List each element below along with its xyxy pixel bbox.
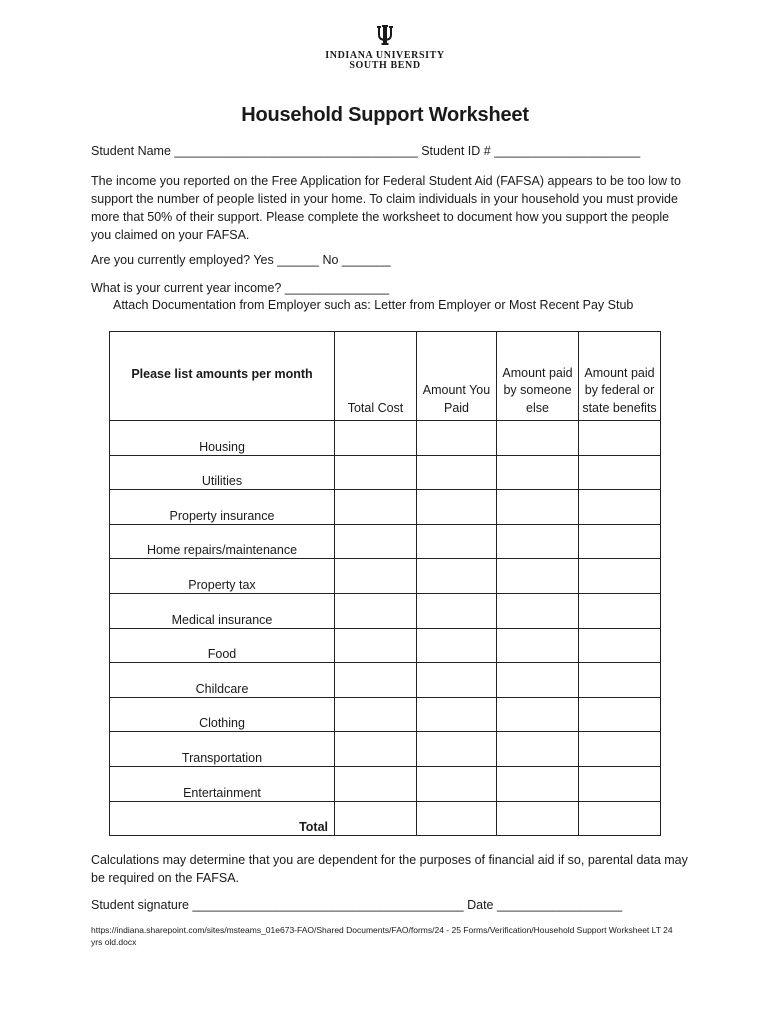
signature-label: Student signature (91, 898, 189, 912)
table-cell[interactable] (335, 421, 417, 456)
table-cell[interactable] (497, 801, 579, 836)
table-cell[interactable] (417, 524, 497, 559)
row-label-housing: Housing (110, 421, 335, 456)
table-cell[interactable] (497, 697, 579, 732)
documentation-instruction: Attach Documentation from Employer such as: Letter from Employer or Most Recent Pay Stub (113, 298, 634, 312)
table-cell[interactable] (417, 663, 497, 698)
table-cell[interactable] (335, 801, 417, 836)
table-cell[interactable] (417, 490, 497, 525)
table-cell[interactable] (579, 663, 661, 698)
table-row (110, 766, 661, 801)
income-field[interactable]: _______________ (284, 281, 390, 295)
table-cell[interactable] (579, 732, 661, 767)
table-cell[interactable] (497, 628, 579, 663)
table-cell[interactable] (335, 628, 417, 663)
table-cell[interactable] (417, 593, 497, 628)
table-cell[interactable] (579, 801, 661, 836)
table-row (110, 628, 661, 663)
table-cell[interactable] (579, 559, 661, 594)
table-row (110, 455, 661, 490)
table-row (110, 490, 661, 525)
table-cell[interactable] (417, 628, 497, 663)
row-label-home-repairs: Home repairs/maintenance (110, 524, 335, 559)
row-label-property-tax: Property tax (110, 559, 335, 594)
row-label-transportation: Transportation (110, 732, 335, 767)
table-cell[interactable] (335, 663, 417, 698)
income-question-line (91, 281, 389, 295)
table-cell[interactable] (579, 628, 661, 663)
header-per-month: Please list amounts per month (110, 332, 335, 421)
table-cell[interactable] (497, 524, 579, 559)
table-row (110, 732, 661, 767)
table-cell[interactable] (497, 663, 579, 698)
logo-text-line2: SOUTH BEND (349, 60, 421, 71)
table-cell[interactable] (497, 559, 579, 594)
calculation-note: Calculations may determine that you are dependent for the purposes of financial aid if so, parental data may be required on the FAFSA. (91, 853, 688, 885)
page-title: Household Support Worksheet (241, 104, 529, 126)
table-cell[interactable] (497, 421, 579, 456)
table-row (110, 559, 661, 594)
signature-field[interactable]: _______________________________________ (192, 898, 464, 912)
logo-text-line1: INDIANA UNIVERSITY (325, 50, 445, 61)
table-cell[interactable] (417, 559, 497, 594)
student-info-line (91, 144, 640, 158)
row-label-childcare: Childcare (110, 663, 335, 698)
yes-label: Yes (253, 253, 274, 267)
table-cell[interactable] (579, 490, 661, 525)
table-cell[interactable] (335, 593, 417, 628)
income-question: What is your current year income? (91, 281, 282, 295)
employment-question: Are you currently employed? (91, 253, 251, 267)
row-label-medical-insurance: Medical insurance (110, 593, 335, 628)
table-cell[interactable] (579, 455, 661, 490)
student-id-field[interactable]: _____________________ (494, 144, 641, 158)
table-row (110, 593, 661, 628)
header-paid-by-benefits: Amount paid by federal or state benefits (579, 332, 661, 421)
university-logo (0, 24, 770, 71)
date-field[interactable]: __________________ (496, 898, 623, 912)
employment-question-line (91, 253, 391, 267)
table-cell[interactable] (335, 732, 417, 767)
date-label: Date (467, 898, 494, 912)
table-cell[interactable] (579, 697, 661, 732)
signature-line (91, 898, 622, 912)
header-total-cost: Total Cost (335, 332, 417, 421)
table-cell[interactable] (335, 455, 417, 490)
table-cell[interactable] (335, 766, 417, 801)
table-cell[interactable] (335, 490, 417, 525)
row-label-entertainment: Entertainment (110, 766, 335, 801)
no-label: No (322, 253, 339, 267)
student-name-field[interactable]: ___________________________________ (174, 144, 418, 158)
table-cell[interactable] (497, 766, 579, 801)
table-cell[interactable] (579, 593, 661, 628)
table-cell[interactable] (417, 421, 497, 456)
header-paid-by-someone-else: Amount paid by someone else (497, 332, 579, 421)
table-cell[interactable] (335, 697, 417, 732)
table-cell[interactable] (417, 801, 497, 836)
table-total-row (110, 801, 661, 836)
table-row (110, 524, 661, 559)
table-cell[interactable] (417, 732, 497, 767)
trident-icon (376, 24, 394, 46)
document-path-footer: https://indiana.sharepoint.com/sites/msteams_01e673-FAO/Shared Documents/FAO/forms/24 - 25 Forms/Verification/Household Support Worksheet LT 24 yrs old.docx (91, 925, 673, 947)
table-cell[interactable] (579, 524, 661, 559)
student-id-label: Student ID # (421, 144, 491, 158)
no-field[interactable]: _______ (341, 253, 391, 267)
row-label-property-insurance: Property insurance (110, 490, 335, 525)
row-label-utilities: Utilities (110, 455, 335, 490)
table-cell[interactable] (497, 455, 579, 490)
row-label-food: Food (110, 628, 335, 663)
row-label-clothing: Clothing (110, 697, 335, 732)
table-cell[interactable] (335, 559, 417, 594)
table-cell[interactable] (417, 455, 497, 490)
table-cell[interactable] (497, 490, 579, 525)
table-row (110, 663, 661, 698)
table-cell[interactable] (417, 766, 497, 801)
header-amount-you-paid: Amount You Paid (417, 332, 497, 421)
support-table (109, 331, 661, 836)
student-name-label: Student Name (91, 144, 171, 158)
table-header-row (110, 332, 661, 421)
table-cell[interactable] (579, 421, 661, 456)
table-cell[interactable] (497, 593, 579, 628)
yes-field[interactable]: ______ (277, 253, 319, 267)
table-cell[interactable] (417, 697, 497, 732)
table-cell[interactable] (579, 766, 661, 801)
table-row (110, 421, 661, 456)
intro-paragraph: The income you reported on the Free Application for Federal Student Aid (FAFSA) appears to be too low to support the number of people listed in your home. To claim individuals in your household you must provide more that 50% of their support. Please complete the worksheet to document how you support the people you claimed on your FAFSA. (91, 174, 681, 242)
table-cell[interactable] (335, 524, 417, 559)
row-label-total: Total (110, 801, 335, 836)
table-row (110, 697, 661, 732)
table-cell[interactable] (497, 732, 579, 767)
